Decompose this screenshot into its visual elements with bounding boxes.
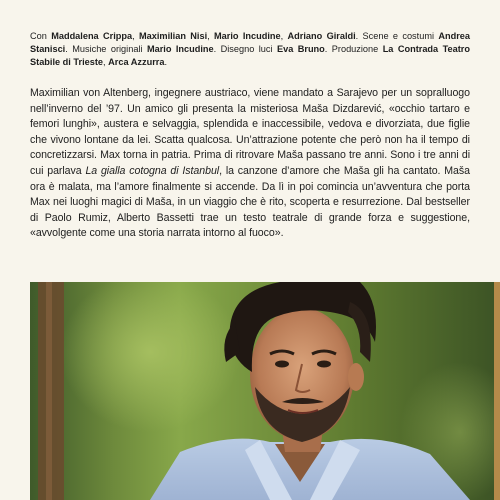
synopsis-text: Maximilian von Altenberg, ingegnere austriaco, viene mandato a Sarajevo per un sopralluogo nell’inverno del ’97. Un amico gli presenta la misteriosa Maša Dizdarević, «occhio tartaro e femori lunghi», austera e selvaggia, splendida e inaccessibile, vedova e divorziata, due figlie che vivono lontane da lei. Scatta qualcosa. Un’attrazione potente che però non ha il tempo di concretizzarsi. Max torna in patria. Prima di ritrovare Maša passano tre anni. Sono i tre anni di cui parlava — [30, 87, 470, 177]
credit-name: Andrea Stanisci — [30, 31, 470, 54]
credit-name: Maximilian Nisi — [138, 31, 208, 41]
credit-name: Mario Incudine — [214, 31, 281, 41]
credits-text: . Musiche originali — [65, 44, 147, 54]
credits-text: . Scene e costumi — [355, 31, 439, 41]
credits-text: . Disegno luci — [213, 44, 277, 54]
synopsis-text: , la canzone d’amore che Maša gli ha cantato. Maša ora è malata, ma l’amore finalmente si accende. Da lì in poi comincia un’avventura che porta Max nei luoghi magici di Maša, in un viaggio che è rito, scoperta e resurrezione. Dal bestseller di Paolo Rumiz, Alberto Bassetti trae un testo teatrale di grande forza e suggestione, «avvolgente come una storia narrata intorno al fuoco». — [30, 164, 470, 240]
credit-name: Arca Azzurra — [108, 57, 165, 67]
credit-name: Adriano Giraldi — [287, 31, 356, 41]
credits-text: , — [280, 31, 288, 41]
page-edge-strip — [494, 282, 500, 500]
credits-text: Con — [30, 31, 52, 41]
credits-text: , — [132, 31, 139, 41]
credits-text: . — [164, 57, 168, 67]
credits-text: . Produzione — [324, 44, 383, 54]
credit-name: La Contrada Teatro Stabile di Trieste — [30, 44, 470, 67]
credits-text: , — [207, 31, 215, 41]
synopsis-paragraph — [30, 86, 470, 242]
credit-name: Maddalena Crippa — [51, 31, 133, 41]
credits-paragraph — [30, 30, 470, 69]
credits-text: , — [103, 57, 109, 67]
song-title: La gialla cotogna di Istanbul — [85, 164, 220, 177]
credit-name: Mario Incudine — [146, 44, 214, 54]
credit-name: Eva Bruno — [276, 44, 325, 54]
actor-portrait-photo — [30, 282, 498, 500]
